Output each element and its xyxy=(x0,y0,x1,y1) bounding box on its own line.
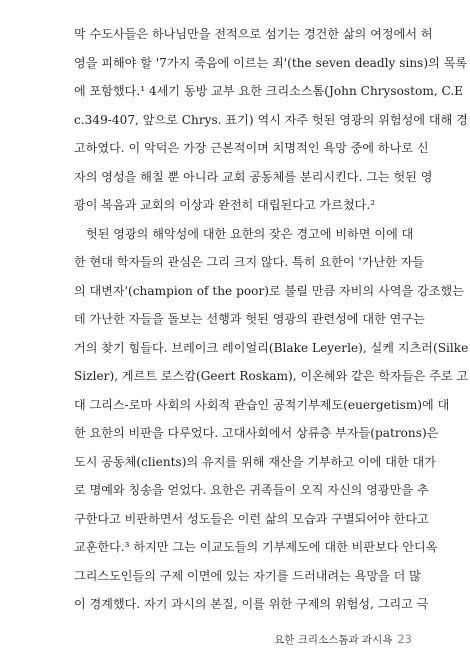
text-line: 거의 찾기 힘들다. 브레이크 레이얼리(Blake Leyerle), 실케 지츠러(Silke xyxy=(74,340,469,355)
text-line: 의 대변자'(champion of the poor)로 불릴 만큼 자비의 사역을 강조했는 xyxy=(74,283,464,298)
text-line: 이 경계했다. 자기 과시의 본질, 이를 위한 구제의 위험성, 그리고 극 xyxy=(74,597,429,611)
text-line: 데 가난한 자들을 돌보는 선행과 헛된 영광의 관련성에 대한 연구는 xyxy=(74,312,425,326)
text-line: 한 요한의 비판을 다루었다. 고대사회에서 상류층 부자들(patrons)은 xyxy=(74,426,439,440)
text-line: 도시 공동체(clients)의 유지를 위해 재산을 기부하고 이에 대한 대가 xyxy=(74,454,436,469)
text-line: 에 포함했다.¹ 4세기 동방 교부 요한 크리소스톰(John Chrysostom, C.E xyxy=(74,84,464,98)
text-line: 막 수도사들은 하나님만을 전적으로 섬기는 경건한 삶의 여정에서 허 xyxy=(74,27,433,41)
text-line: 대 그리스-로마 사회의 사회적 관습인 공적기부제도(euergetism)에 대 xyxy=(74,397,450,412)
paragraph-start-line: 헛된 영광의 해악성에 대한 요한의 잦은 경고에 비하면 이에 대 xyxy=(86,226,414,241)
text-line: c.349-407, 앞으로 Chrys. 표기) 역시 자주 헛된 영광의 위험성에 대해 경 xyxy=(74,112,468,127)
text-line: 그리스도인들의 구제 이면에 있는 자기를 드러내려는 욕망을 더 많 xyxy=(74,568,421,583)
text-line: 한 현대 학자들의 관심은 그리 크지 않다. 특히 요한이 '가난한 자들 xyxy=(74,255,425,269)
text-line: 광이 복음과 교회의 이상과 완전히 대립된다고 가르쳤다.² xyxy=(74,198,376,212)
text-line: 구한다고 비판하면서 성도들은 이런 삶의 모습과 구별되어야 한다고 xyxy=(74,511,429,526)
text-line: 자의 영성을 해칠 뿐 아니라 교회 공동체를 분리시킨다. 그는 헛된 영 xyxy=(74,169,433,184)
page-number: 23 xyxy=(397,632,412,646)
text-line: 교훈한다.³ 하지만 그는 이교도들의 기부제도에 대한 비판보다 안디옥 xyxy=(74,540,438,554)
text-line: Sizler), 게르트 로스캄(Geert Roskam), 이온혜와 같은 학자들은 주로 고 xyxy=(74,369,469,383)
page-footer xyxy=(274,632,412,647)
text-line: 영을 피해야 할 '7가지 죽음에 이르는 죄'(the seven deadly sins)의 목록 xyxy=(74,55,468,70)
text-line: 로 명예와 칭송을 얻었다. 요한은 귀족들이 오직 자신의 영광만을 추 xyxy=(74,483,429,497)
text-line: 고하였다. 이 악덕은 가장 근본적이며 치명적인 욕망 중에 하나로 신 xyxy=(74,141,429,155)
running-title: 요한 크리소스톰과 과시욕 xyxy=(274,634,393,646)
body-text xyxy=(74,20,469,619)
